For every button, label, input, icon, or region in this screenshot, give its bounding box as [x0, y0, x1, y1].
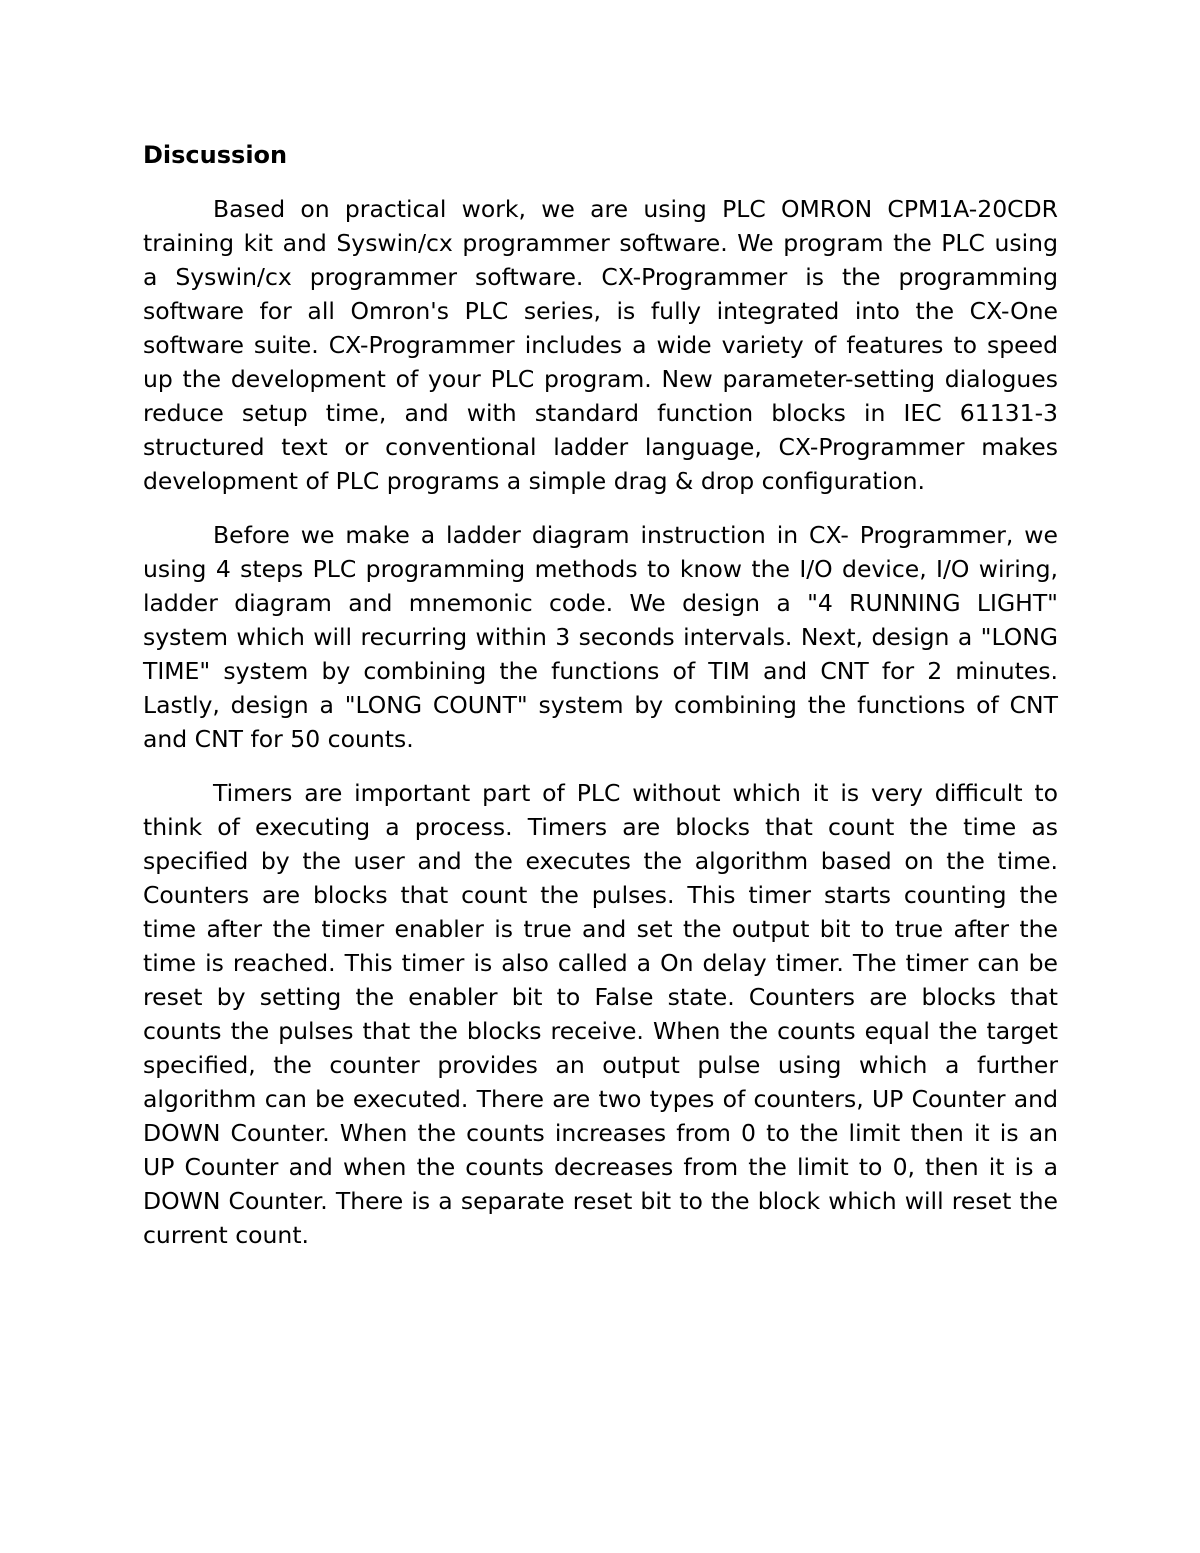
- paragraph-plc-overview: Based on practical work, we are using PLC OMRON CPM1A-20CDR training kit and Syswin/cx programmer software. We program the PLC using a Syswin/cx programmer software. CX-Programmer is the programming software for all Omron's PLC series, is fully integrated into the CX-One software suite. CX-Programmer includes a wide variety of features to speed up the development of your PLC program. New parameter-setting dialogues reduce setup time, and with standard function blocks in IEC 61131-3 structured text or conventional ladder language, CX-Programmer makes development of PLC programs a simple drag & drop configuration.: [143, 195, 1058, 495]
- document-page: [143, 138, 1058, 1272]
- section-heading: Discussion: [143, 141, 288, 169]
- paragraph-programming-methods: Before we make a ladder diagram instruction in CX- Programmer, we using 4 steps PLC programming methods to know the I/O device, I/O wiring, ladder diagram and mnemonic code. We design a "4 RUNNING LIGHT" system which will recurring within 3 seconds intervals. Next, design a "LONG TIME" system by combining the functions of TIM and CNT for 2 minutes. Lastly, design a "LONG COUNT" system by combining the functions of CNT and CNT for 50 counts.: [143, 521, 1058, 753]
- paragraph-timers-counters: Timers are important part of PLC without which it is very difficult to think of executing a process. Timers are blocks that count the time as specified by the user and the executes the algorithm based on the time. Counters are blocks that count the pulses. This timer starts counting the time after the timer enabler is true and set the output bit to true after the time is reached. This timer is also called a On delay timer. The timer can be reset by setting the enabler bit to False state. Counters are blocks that counts the pulses that the blocks receive. When the counts equal the target specified, the counter provides an output pulse using which a further algorithm can be executed. There are two types of counters, UP Counter and DOWN Counter. When the counts increases from 0 to the limit then it is an UP Counter and when the counts decreases from the limit to 0, then it is a DOWN Counter. There is a separate reset bit to the block which will reset the current count.: [143, 779, 1058, 1249]
